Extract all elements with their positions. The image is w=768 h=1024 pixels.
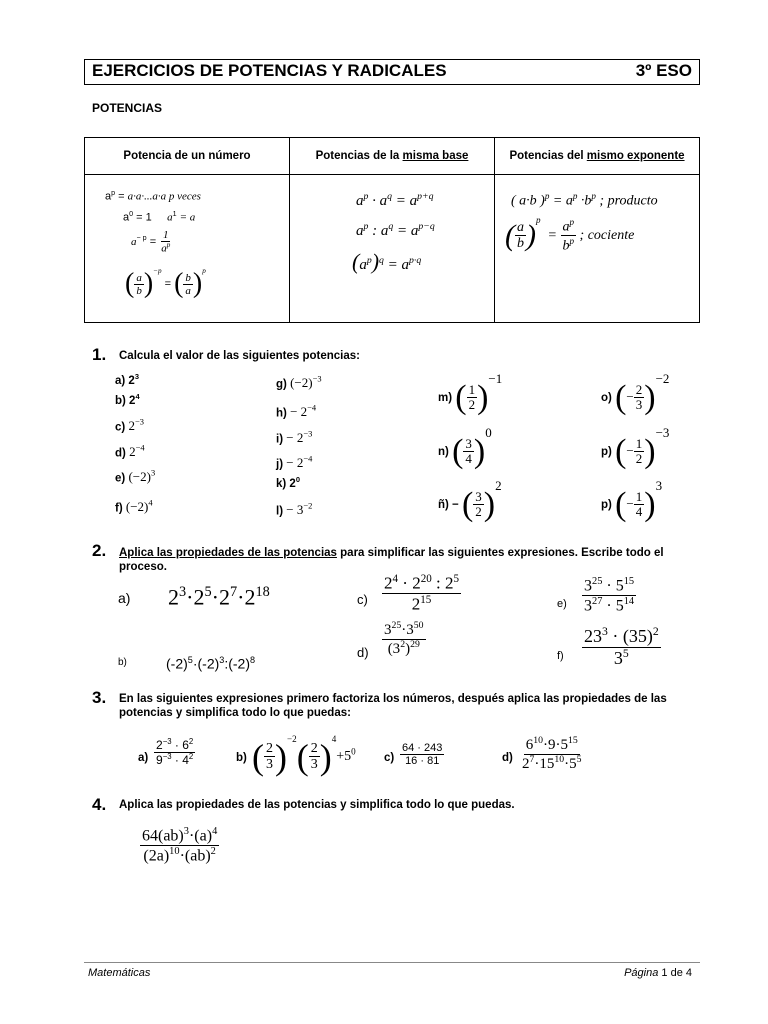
q2-item-c-expr: $\frac{2^4 \cdot 2^{20} : 2^5}{2^{15}}$ bbox=[384, 573, 460, 614]
q1-item-h: $h) - 2^{-4}$ bbox=[276, 403, 317, 420]
q2-item-d-label: d) bbox=[357, 645, 369, 660]
q2-item-f-label: f) bbox=[557, 650, 564, 662]
q1-item-g: g) $(-2)^{-3}$ bbox=[276, 374, 322, 391]
q1-item-i: $i) - 2^{-3}$ bbox=[276, 429, 313, 446]
q3-item-c-expr: $\frac{64 \cdot 243}{16 \cdot 81}$ bbox=[402, 742, 443, 768]
q3-text: En las siguientes expresiones primero factoriza los números, después aplica las propiedades de las potencias y simplifica todo lo que puedas: bbox=[119, 693, 667, 719]
q3-item-b-label: b) bbox=[236, 752, 247, 764]
q2-item-f-expr: $\frac{23^3 \cdot (35)^2}{3^5}$ bbox=[584, 625, 659, 668]
q2-text: Aplica las propiedades de las potencias para simplificar las siguientes expresiones. Escribe todo el proceso. bbox=[119, 547, 664, 573]
course-label: 3º ESO bbox=[635, 61, 692, 80]
col-power-of-number-header: Potencia de un número bbox=[85, 138, 290, 175]
q2-number: 2. bbox=[92, 541, 107, 560]
q3-number: 3. bbox=[92, 688, 107, 707]
q1-item-o: o) (− $\frac{2}{3}$ )$^{-2}$ bbox=[601, 371, 670, 416]
rule-power-of-power: $(a^p)^q = a^{p\cdot q}$ bbox=[352, 249, 422, 274]
q1-text: Calcula el valor de las siguientes potencias: bbox=[119, 350, 360, 362]
q1-item-p1: p) (− $\frac{1}{2}$ )$^{-3}$ bbox=[601, 425, 670, 470]
properties-table bbox=[84, 137, 700, 323]
q2-item-e-label: e) bbox=[557, 598, 567, 610]
q1-item-n: n) ( $\frac{3}{4}$ )$^0$ bbox=[438, 425, 492, 470]
q3-item-a-label: a) bbox=[138, 752, 149, 764]
q1-item-c: c) $2^{-3}$ bbox=[115, 417, 144, 434]
q3-item-a-expr: $\frac{2^{-3} \cdot 6^2}{9^{-3} \cdot 4^2}$ bbox=[156, 737, 194, 768]
rule-quotient-exponent: ( $\frac{a}{b}$ )$^p$ = $\frac{a^p}{b^p}$ ; cociente bbox=[505, 215, 635, 254]
q1-item-k: k) $2^0$ bbox=[276, 475, 300, 490]
q1-item-f: f) $(-2)^4$ bbox=[115, 498, 153, 515]
q4-text: Aplica las propiedades de las potencias y simplifica todo lo que puedas. bbox=[119, 799, 515, 811]
footer-subject: Matemáticas bbox=[88, 967, 151, 979]
q2-item-c-label: c) bbox=[357, 592, 368, 607]
q2-item-d-expr: $\frac{3^{25}\cdot 3^{50}}{(3^2)^{29}}$ bbox=[384, 620, 424, 657]
q1-item-b: b) $2^4$ bbox=[115, 392, 140, 407]
col-same-base-header: Potencias de la misma base bbox=[290, 138, 495, 175]
def-negative-power: $a^{- p}$ = $\frac{1}{a^p}$ bbox=[131, 229, 171, 255]
q3-item-c-label: c) bbox=[384, 752, 395, 764]
section-title: POTENCIAS bbox=[92, 101, 163, 115]
q2-item-b-expr: $(-2)^5\cdot(-2)^3:(-2)^8$ bbox=[166, 655, 256, 672]
q3-item-d-expr: $\frac{6^{10}\cdot 9\cdot 5^{15}}{2^7\cdot 15^{10}\cdot 5^5}$ bbox=[522, 735, 582, 772]
rule-quotient: $a^p$ : $a^q = a^{p-q}$ bbox=[356, 221, 435, 239]
def-power: $a^p = a\cdot a\cdot...a\cdot a$ p veces bbox=[105, 189, 201, 203]
page-title: EJERCICIOS DE POTENCIAS Y RADICALES bbox=[92, 61, 447, 80]
q1-item-l: $l) - 3^{-2}$ bbox=[276, 501, 313, 518]
q1-item-nn: ñ) − ( $\frac{3}{2}$ )$^2$ bbox=[438, 478, 502, 523]
rule-product: $a^p \cdot a^q = a^{p+q}$ bbox=[356, 191, 434, 209]
footer-page: Página 1 de 4 bbox=[624, 967, 692, 979]
q2-item-a-label: a) bbox=[118, 590, 131, 606]
footer-divider bbox=[84, 962, 700, 963]
q4-number: 4. bbox=[92, 795, 107, 814]
q1-item-d: d) $2^{-4}$ bbox=[115, 443, 145, 460]
q1-item-a: a) $2^3$ bbox=[115, 372, 139, 387]
q1-item-j: $j) - 2^{-4}$ bbox=[276, 454, 313, 471]
col-power-of-number-cell bbox=[85, 175, 290, 323]
q1-item-m: m) ( $\frac{1}{2}$ )$^{-1}$ bbox=[438, 371, 503, 416]
q3-item-b-expr: ( $\frac{2}{3}$ )$^{-2}$( $\frac{2}{3}$ )$^4+5^0$ bbox=[252, 734, 356, 777]
q1-number: 1. bbox=[92, 345, 107, 364]
q2-item-b-label: b) bbox=[118, 657, 127, 668]
q1-item-e: e) $(-2)^3$ bbox=[115, 468, 156, 485]
rule-product-exponent: ( a·b )$^p = a^p \cdot b^p$ ; producto bbox=[511, 191, 658, 209]
def-zero-power: $a^0 = 1$ $a^1 = a$ bbox=[123, 210, 196, 224]
q2-item-a-expr: $2^3\cdot 2^5\cdot 2^7\cdot 2^{18}$ bbox=[168, 584, 270, 610]
col-same-exponent-header: Potencias del mismo exponente bbox=[495, 138, 700, 175]
q3-item-d-label: d) bbox=[502, 752, 513, 764]
col-same-exponent-cell bbox=[495, 175, 700, 323]
def-negative-fraction: ( $\frac{a}{b}$ )$^{-p}$ = ( $\frac{b}{a}$ )$^p$ bbox=[125, 267, 206, 300]
col-same-base-cell bbox=[290, 175, 495, 323]
q2-item-e-expr: $\frac{3^{25} \cdot 5^{15}}{3^{27} \cdot 5^{14}}$ bbox=[584, 576, 635, 615]
q4-expr: $\frac{64(ab)^3\cdot(a)^4}{(2a)^{10}\cdot(ab)^2}$ bbox=[142, 826, 218, 865]
q1-item-p2: p) (− $\frac{1}{4}$ )$^3$ bbox=[601, 478, 663, 523]
